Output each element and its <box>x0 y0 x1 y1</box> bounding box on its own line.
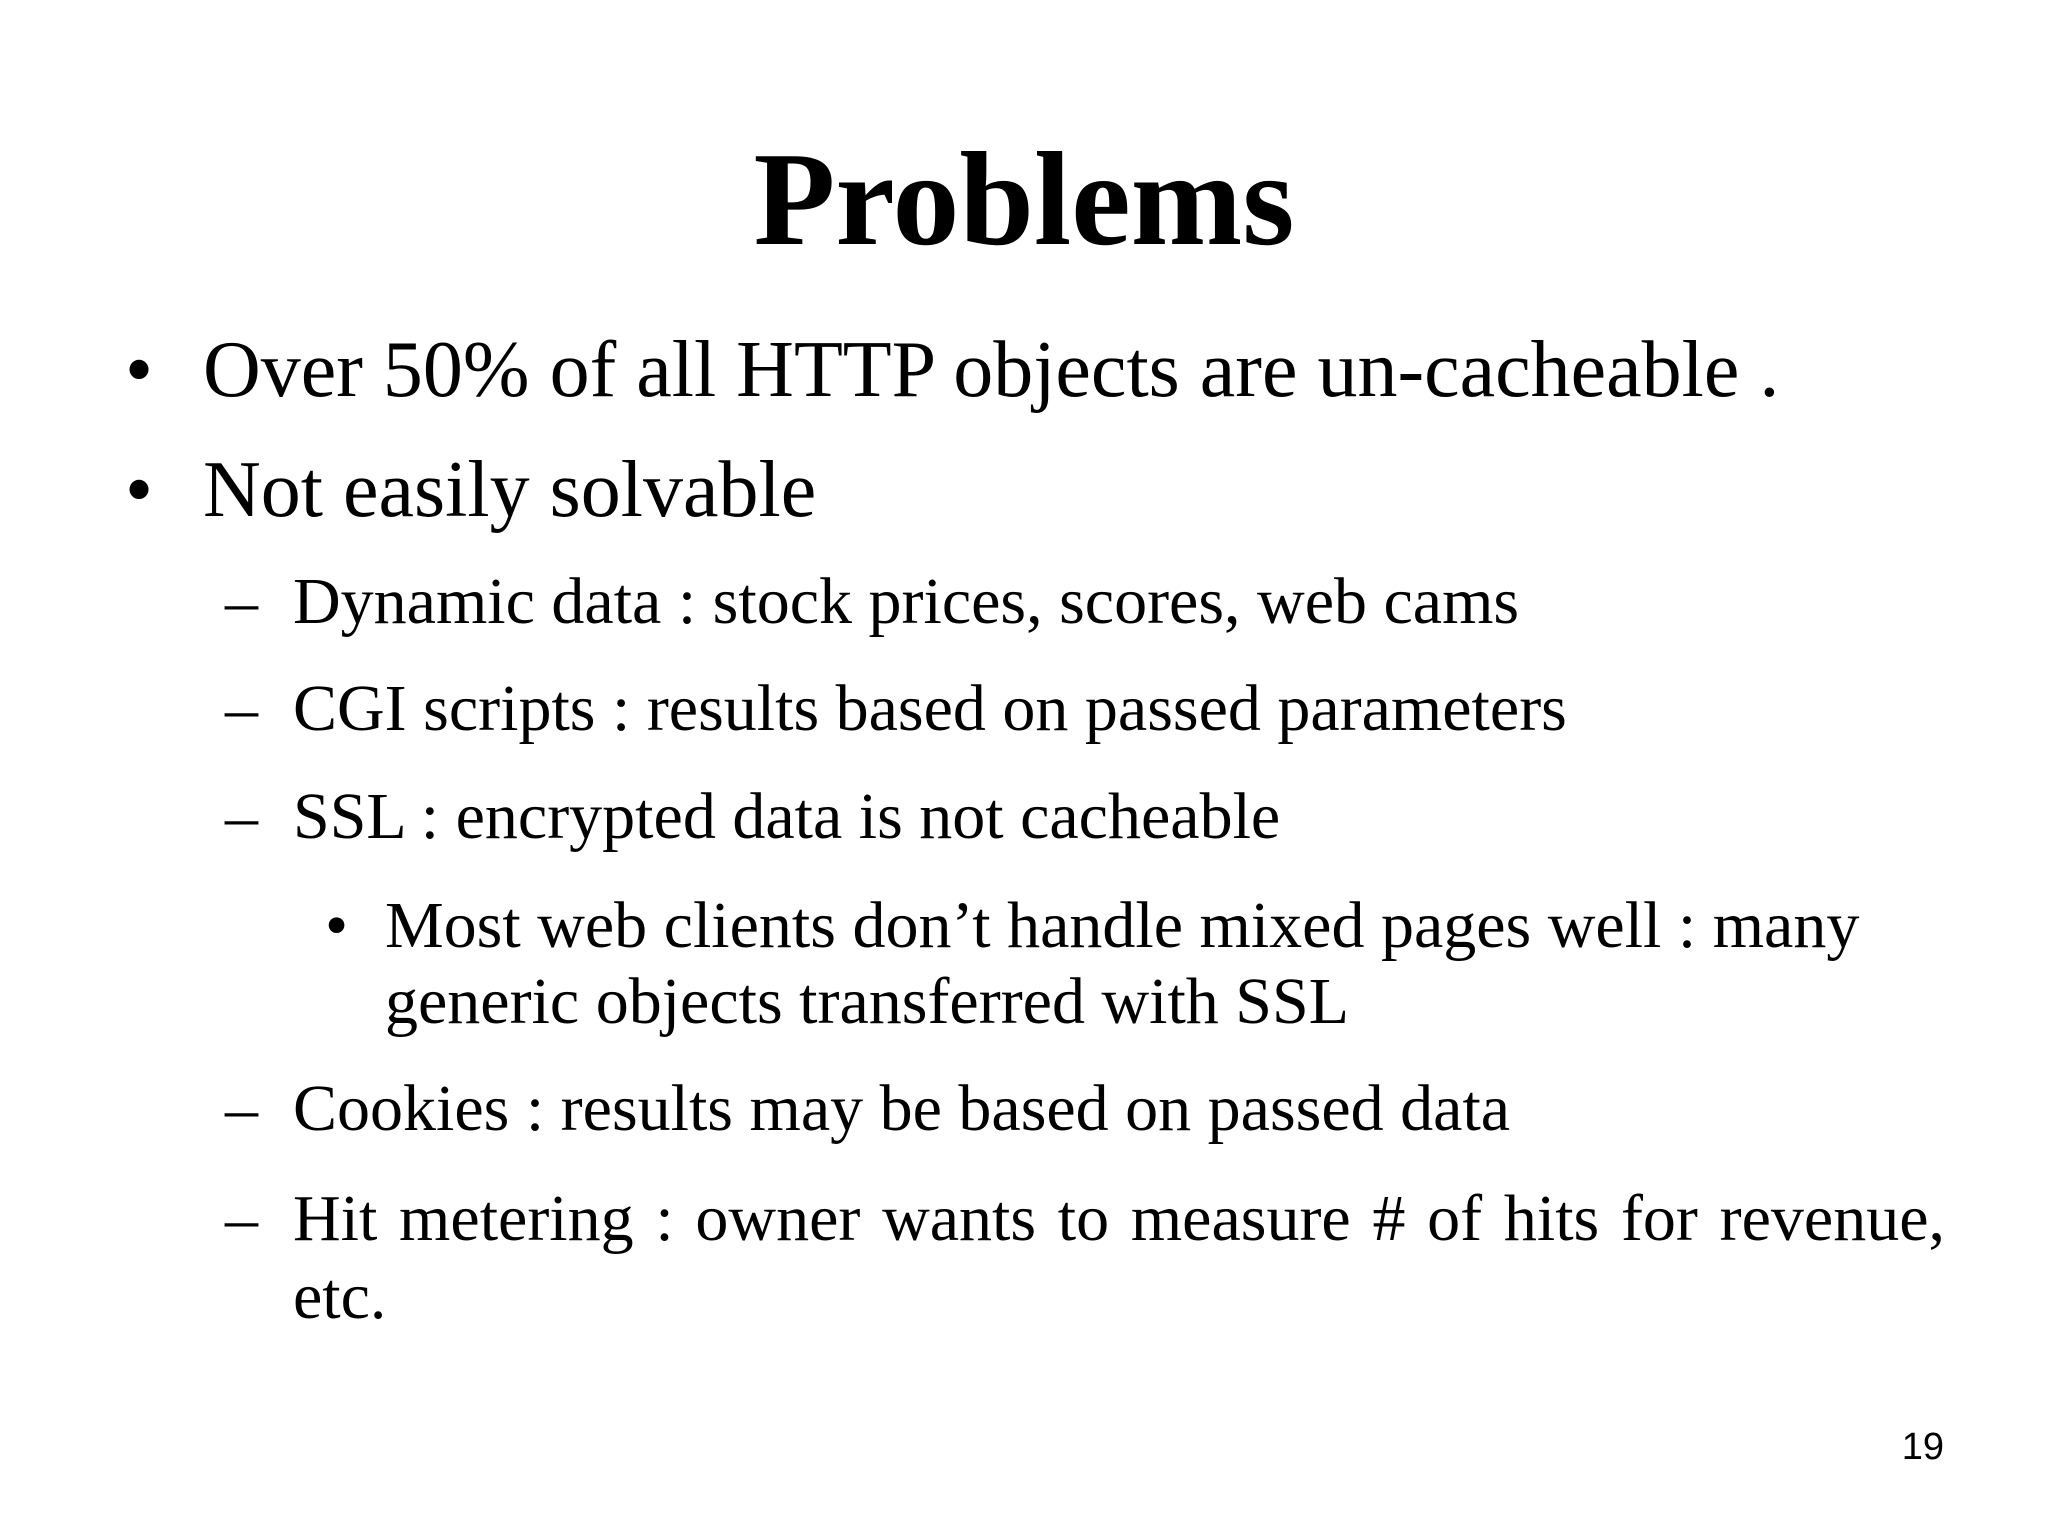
dash-marker: – <box>225 565 258 638</box>
dash-marker: – <box>225 780 258 853</box>
bullet-point <box>125 446 817 534</box>
sub-point <box>225 1070 1945 1148</box>
bullet-point <box>125 326 1780 414</box>
sub-point <box>225 1180 1945 1336</box>
sub-point-text: CGI scripts : results based on passed parameters <box>293 672 1567 745</box>
sub-point <box>225 563 1945 641</box>
dash-marker: – <box>225 1182 258 1255</box>
bullet-marker: • <box>325 889 349 962</box>
sub-point <box>225 778 1945 856</box>
bullet-point-text: Over 50% of all HTTP objects are un-cacheable . <box>203 326 1780 414</box>
sub-point-text: Hit metering : owner wants to measure # of hits for revenue, etc. <box>293 1182 1945 1333</box>
page-number: 19 <box>1901 1426 1944 1468</box>
bullet-marker: • <box>125 326 154 414</box>
sub-point <box>225 670 1945 748</box>
sub-point-text: Cookies : results may be based on passed data <box>293 1072 1511 1145</box>
bullet-marker: • <box>125 446 154 534</box>
nested-point-text: Most web clients don’t handle mixed pages well : many generic objects transferred with SSL <box>385 889 1860 1038</box>
sub-point-text: Dynamic data : stock prices, scores, web cams <box>293 565 1520 638</box>
slide-title: Problems <box>753 125 1295 273</box>
dash-marker: – <box>225 672 258 745</box>
sub-point-text: SSL : encrypted data is not cacheable <box>293 780 1281 853</box>
dash-marker: – <box>225 1072 258 1145</box>
bullet-point-text: Not easily solvable <box>203 446 817 534</box>
nested-point <box>325 888 1945 1040</box>
